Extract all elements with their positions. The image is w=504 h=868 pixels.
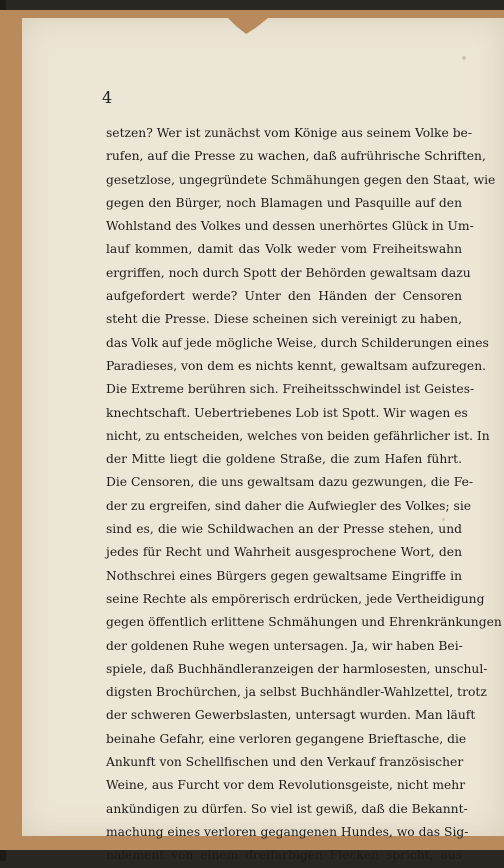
text-line: steht die Presse. Diese scheinen sich vereinigt zu haben,: [106, 312, 462, 327]
text-line: aufgefordert werde? Unter den Händen der Censoren: [106, 289, 462, 304]
text-line: der schweren Gewerbslasten, untersagt wurden. Man läuft: [106, 708, 476, 723]
text-line: Weine, aus Furcht vor dem Revolutionsgeiste, nicht mehr: [106, 778, 466, 793]
text-line: spiele, daß Buchhändleranzeigen der harmlosesten, unschul-: [106, 661, 488, 676]
text-line: gegen den Bürger, noch Blamagen und Pasquille auf den: [106, 195, 462, 210]
text-line: der zu ergreifen, sind daher die Aufwiegler des Volkes; sie: [106, 498, 472, 513]
text-line: ergriffen, noch durch Spott der Behörden gewaltsam dazu: [106, 265, 471, 280]
text-line: der goldenen Ruhe wegen untersagen. Ja, wir haben Bei-: [106, 638, 463, 653]
text-line: gesetzlose, ungegründete Schmähungen gegen den Staat, wie: [106, 172, 496, 187]
text-line: Nothschrei eines Bürgers gegen gewaltsame Eingriffe in: [106, 568, 462, 583]
text-line: lauf kommen, damit das Volk weder vom Freiheitswahn: [106, 242, 462, 257]
text-line: Ankunft von Schellfischen und den Verkauf französischer: [106, 755, 464, 770]
text-line: beinahe Gefahr, eine verloren gegangene Brieftasche, die: [106, 731, 467, 746]
text-line: ankündigen zu dürfen. So viel ist gewiß, daß die Bekannt-: [106, 801, 468, 816]
text-line: nicht, zu entscheiden, welches von beiden gefährlicher ist. In: [106, 428, 490, 443]
text-line: das Volk auf jede mögliche Weise, durch Schilderungen eines: [106, 335, 489, 350]
text-line: sind es, die wie Schildwachen an der Presse stehen, und: [106, 522, 462, 537]
foxing-spot: [462, 56, 466, 60]
text-line: Paradieses, von dem es nichts kennt, gewaltsam aufzuregen.: [106, 358, 487, 373]
text-line: Die Extreme berühren sich. Freiheitsschwindel ist Geistes-: [106, 382, 475, 397]
text-line: seine Rechte als empörerisch erdrücken, jede Vertheidigung: [106, 591, 485, 606]
text-line: setzen? Wer ist zunächst vom Könige aus seinem Volke be-: [106, 126, 472, 140]
text-line: Wohlstand des Volkes und dessen unerhörtes Glück in Um-: [106, 219, 474, 234]
page-text: [106, 122, 502, 868]
text-line: jedes für Recht und Wahrheit ausgesprochene Wort, den: [106, 545, 462, 560]
text-line: der Mitte liegt die goldene Straße, die zum Hafen führt.: [106, 452, 462, 467]
text-line: digsten Brochürchen, ja selbst Buchhändler-Wahlzettel, trotz: [106, 685, 487, 700]
text-line: gegen öffentlich erlittene Schmähungen und Ehrenkränkungen: [106, 615, 502, 630]
text-line: rufen, auf die Presse zu wachen, daß aufrührische Schriften,: [106, 149, 486, 164]
page-number: 4: [102, 88, 113, 107]
text-line: Die Censoren, die uns gewaltsam dazu gezwungen, die Fe-: [106, 475, 474, 490]
text-line: nalement von einem dreifarbigen Flecken spricht, aus: [106, 848, 462, 863]
text-line: knechtschaft. Uebertriebenes Lob ist Spott. Wir wagen es: [106, 405, 468, 420]
text-line: machung eines verloren gegangenen Hundes, wo das Sig-: [106, 824, 469, 839]
